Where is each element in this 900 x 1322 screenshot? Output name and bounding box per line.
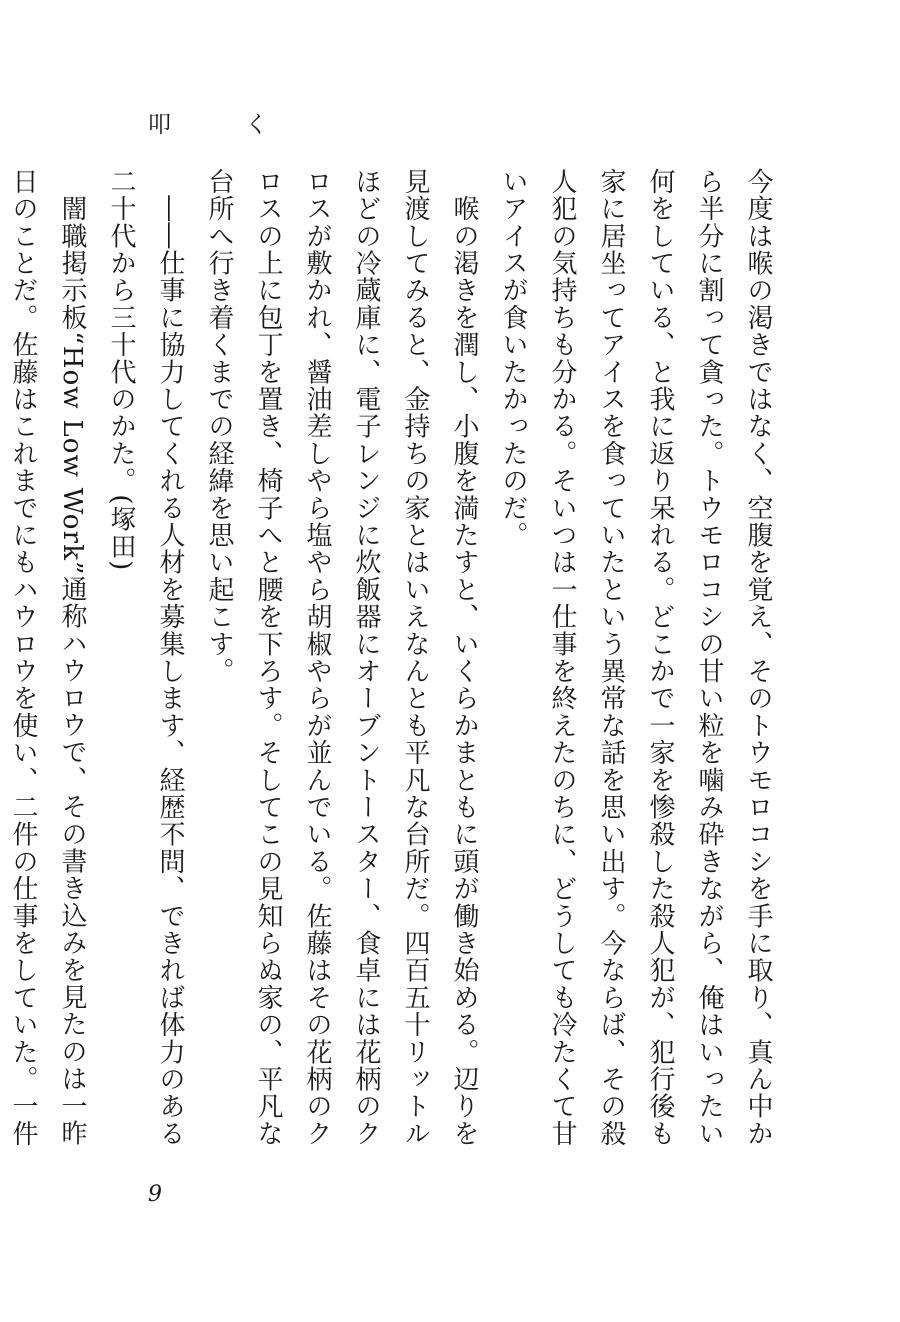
paragraph-4: 闇職掲示板“How Low Work”通称ハウロウで、その書き込みを見たのは一昨日のことだ。佐藤はこれまでにもハウロウを使い、二件の仕事をしていた。一件 (8, 168, 87, 1148)
running-head-char-2: く (245, 112, 268, 138)
paragraph-1: 今度は喉の渇きではなく、空腹を覚え、そのトウモロコシを手に取り、真ん中から半分に割って貪った。トウモロコシの甘い粒を噛み砕きながら、俺はいったい何をしている、と我に返り呆れる。どこかで一家を惨殺した殺人犯が、犯行後も家に居坐ってアイスを食っていたという異常な話を思い出す。今ならば、その殺人犯の気持ちも分かる。そいつは一仕事を終えたのちに、どうしても冷たくて甘いアイスが食いたかったのだ。 (498, 168, 773, 1148)
paragraph-3: ――仕事に協力してくれる人材を募集します、経歴不問、できれば体力のある二十代から三十代のかた。(塚田) (106, 168, 185, 1148)
running-head-char-1: 叩 (148, 112, 171, 138)
running-head (148, 106, 268, 139)
paragraph-2: 喉の渇きを潤し、小腹を満たすと、いくらかまともに頭が働き始める。辺りを見渡してみると、金持ちの家とはいえなんとも平凡な台所だ。四百五十リットルほどの冷蔵庫に、電子レンジに炊飯器にオーブントースター、食卓には花柄のクロスが敷かれ、醤油差しやら塩やら胡椒やらが並んでいる。佐藤はその花柄のクロスの上に包丁を置き、椅子へと腰を下ろす。そしてこの見知らぬ家の、平凡な台所へ行き着くまでの経緯を思い起こす。 (204, 168, 479, 1148)
body-text (8, 168, 782, 1168)
page-number: 9 (148, 1182, 162, 1207)
